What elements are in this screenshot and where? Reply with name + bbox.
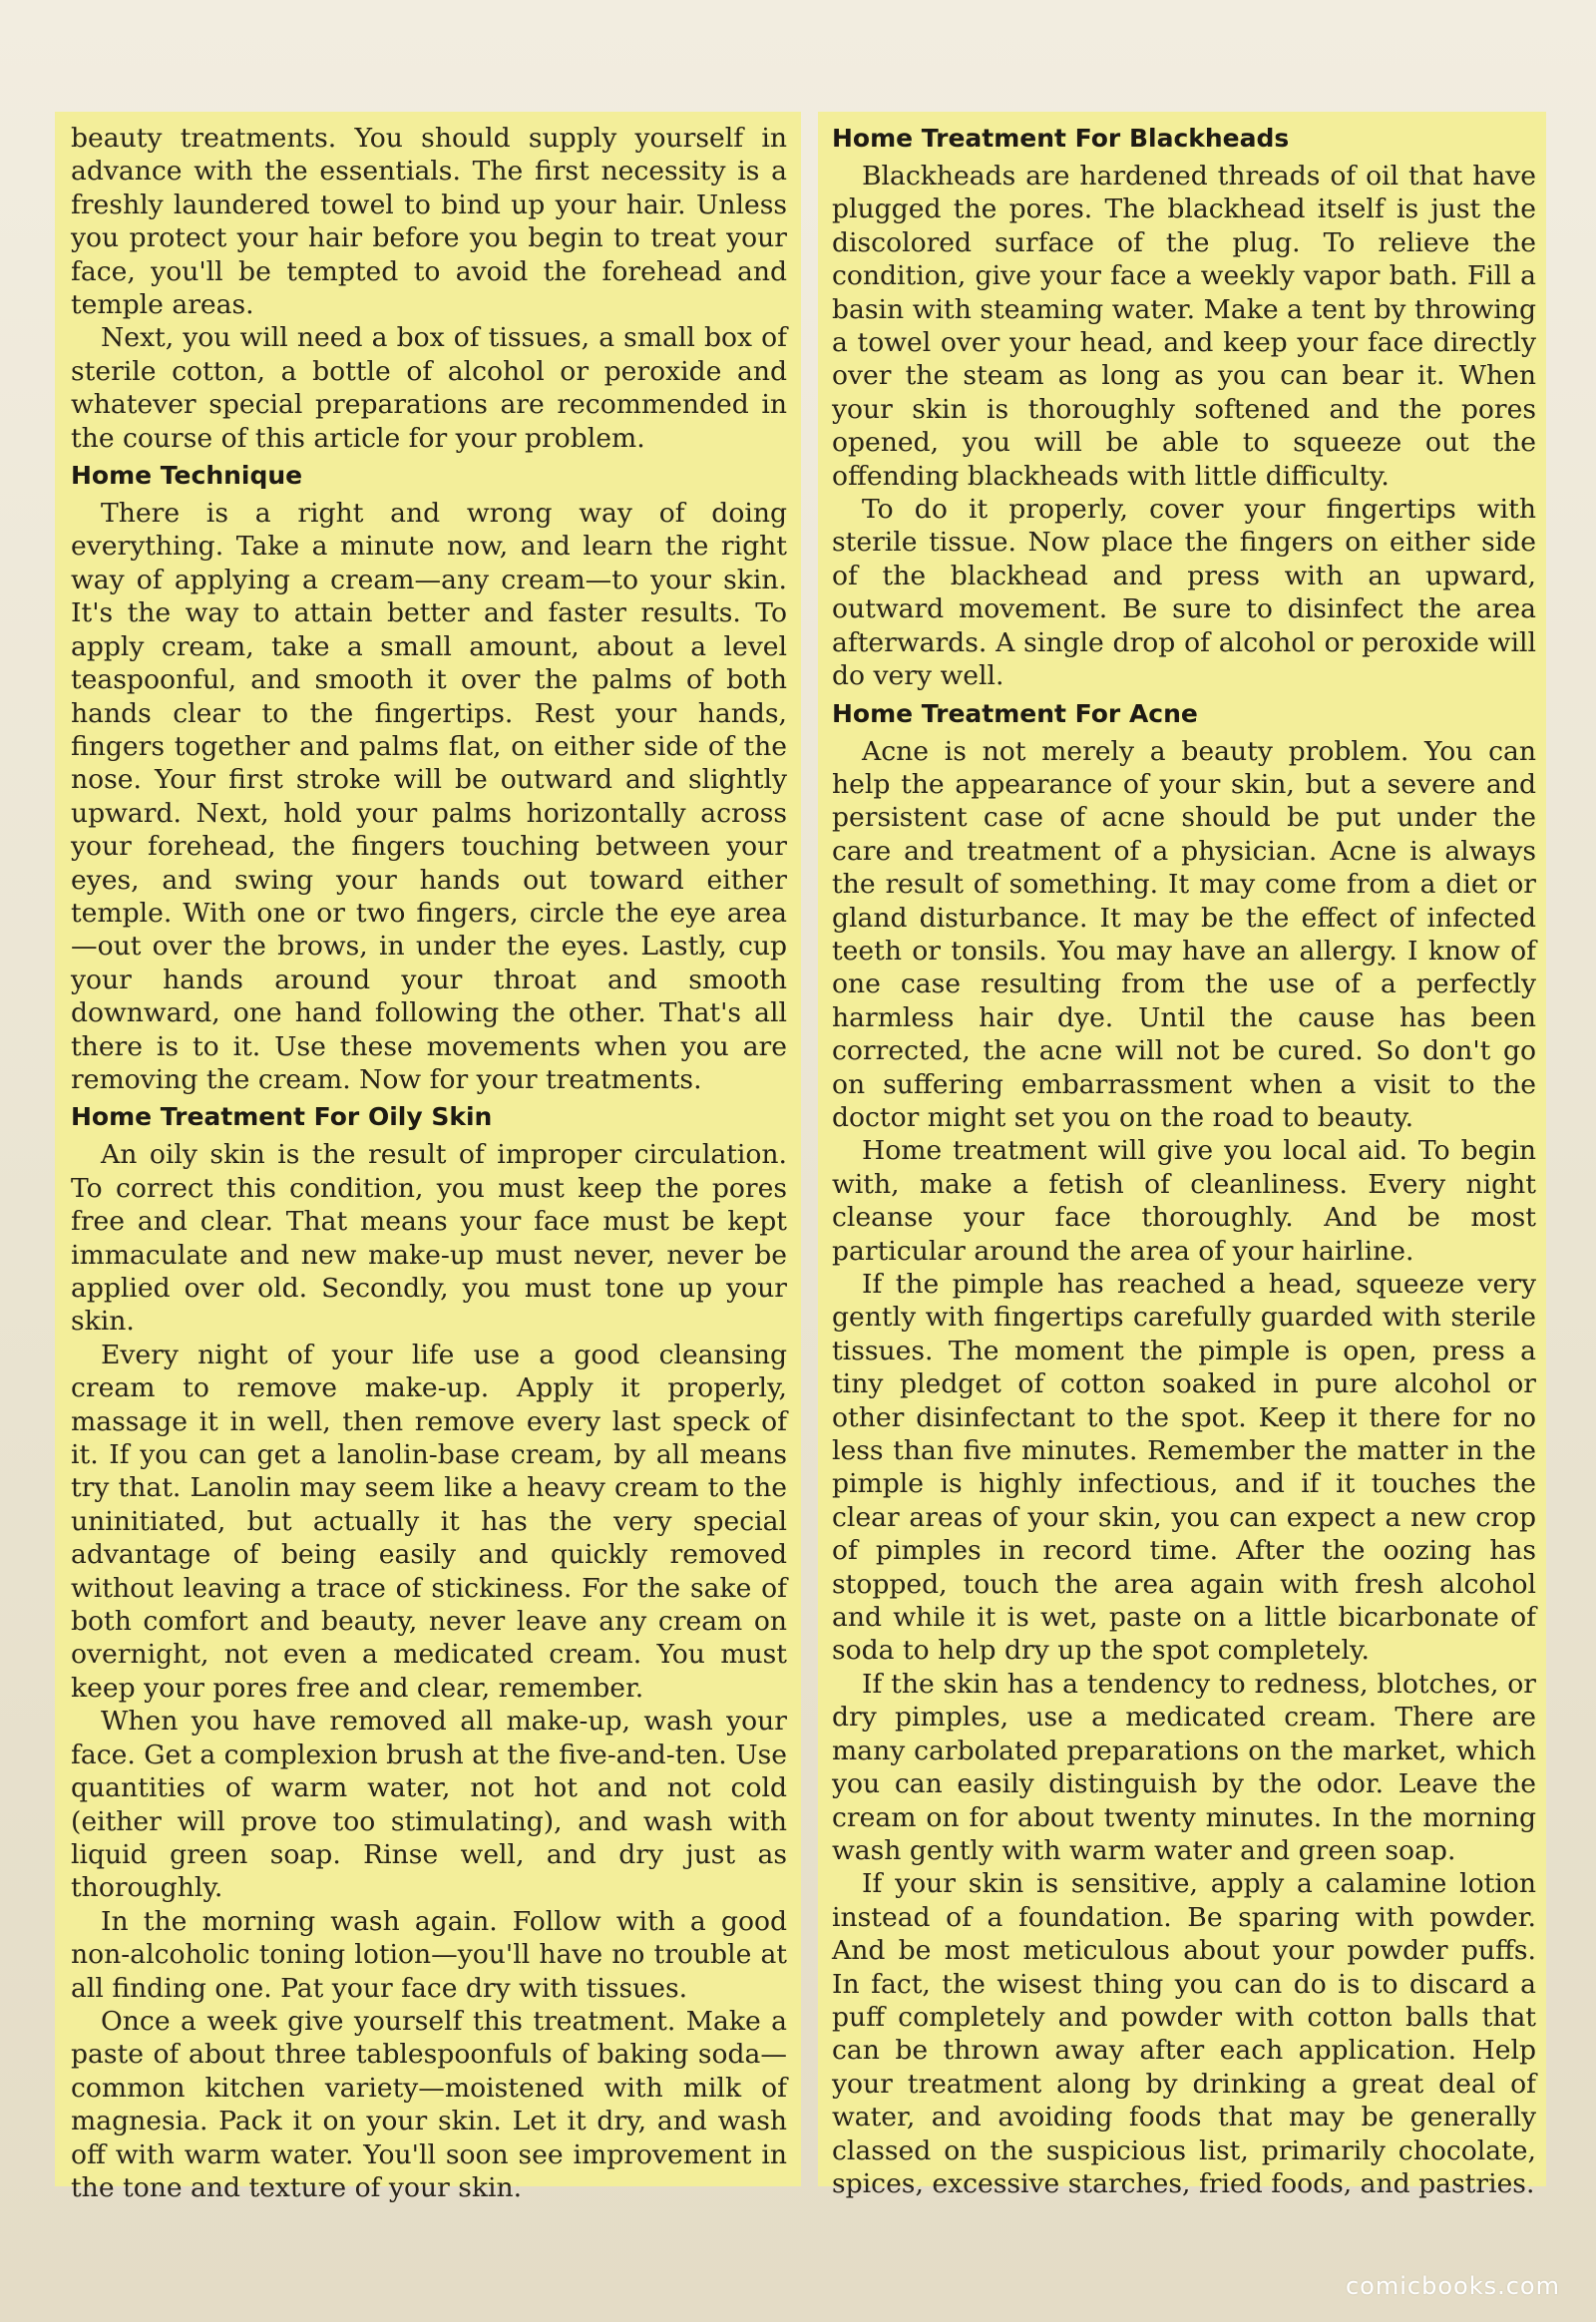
paragraph: An oily skin is the result of improper circulation. To correct this condition, you must keep the pores free and clear. That means your face must be kept immaculate and new make-up must never, never be applied over old. Secondly, you must tone up your skin.	[71, 1139, 787, 1338]
paragraph: Blackheads are hardened threads of oil that have plugged the pores. The blackhead itself is just the discolored surface of the plug. To relieve the condition, give your face a weekly vapor bath. Fill a basin with steaming water. Make a tent by throwing a towel over your head, and keep your face directly over the steam as long as you can bear it. When your skin is thoroughly softened and the pores opened, you will be able to squeeze out the offending blackheads with little difficulty.	[832, 161, 1536, 492]
paragraph: Next, you will need a box of tissues, a small box of sterile cotton, a bottle of alcohol or peroxide and whatever special preparations are recommended in the course of this article for your problem.	[71, 322, 787, 454]
paragraph: Once a week give yourself this treatment. Make a paste of about three tablespoonfuls of baking soda—common kitchen variety—moistened with milk of magnesia. Pack it on your skin. Let it dry, and wash off with warm water. You'll soon see improvement in the tone and texture of your skin.	[71, 2005, 787, 2203]
paragraph: In the morning wash again. Follow with a good non-alcoholic toning lotion—you'll have no trouble at all finding one. Pat your face dry with tissues.	[71, 1905, 787, 2004]
right-column	[818, 112, 1546, 2199]
paragraph: beauty treatments. You should supply yourself in advance with the essentials. The first necessity is a freshly laundered towel to bind up your hair. Unless you protect your hair before you begin to treat your face, you'll be tempted to avoid the forehead and temple areas.	[71, 123, 787, 321]
paragraph: When you have removed all make-up, wash your face. Get a complexion brush at the five-and-ten. Use quantities of warm water, not hot and not cold (either will prove too stimulating), and wash with liquid green soap. Rinse well, and dry just as thoroughly.	[71, 1706, 787, 1904]
paragraph: There is a right and wrong way of doing everything. Take a minute now, and learn the right way of applying a cream—any cream—to your skin. It's the way to attain better and faster results. To apply cream, take a small amount, about a level teaspoonful, and smooth it over the palms of both hands clear to the fingertips. Rest your hands, fingers together and palms flat, on either side of the nose. Your first stroke will be outward and slightly upward. Next, hold your palms horizontally across your forehead, the fingers touching between your eyes, and swing your hands out toward either temple. With one or two fingers, circle the eye area—out over the brows, in under the eyes. Lastly, cup your hands around your throat and smooth downward, one hand following the other. That's all there is to it. Use these movements when you are removing the cream. Now for your treatments.	[71, 498, 787, 1095]
paragraph: If the pimple has reached a head, squeeze very gently with fingertips carefully guarded with sterile tissues. The moment the pimple is open, press a tiny pledget of cotton soaked in pure alcohol or other disinfectant to the spot. Keep it there for no less than five minutes. Remember the matter in the pimple is highly infectious, and if it touches the clear areas of your skin, you can expect a new crop of pimples in record time. After the oozing has stopped, touch the area again with fresh alcohol and while it is wet, paste on a little bicarbonate of soda to help dry up the spot completely.	[832, 1269, 1536, 1667]
watermark: comicbooks.com	[1345, 2272, 1560, 2300]
left-column	[55, 112, 801, 2203]
paragraph: If your skin is sensitive, apply a calamine lotion instead of a foundation. Be sparing with powder. And be most meticulous about your powder puffs. In fact, the wisest thing you can do is to discard a puff completely and powder with cotton balls that can be thrown away after each application. Help your treatment along by drinking a great deal of water, and avoiding foods that may be generally classed on the suspicious list, primarily chocolate, spices, excessive starches, fried foods, and pastries.	[832, 1868, 1536, 2199]
paragraph: If the skin has a tendency to redness, blotches, or dry pimples, use a medicated cream. There are many carbolated preparations on the market, which you can easily distinguish by the odor. Leave the cream on for about twenty minutes. In the morning wash gently with warm water and green soap.	[832, 1668, 1536, 1866]
paragraph: To do it properly, cover your fingertips with sterile tissue. Now place the fingers on either side of the blackhead and press with an upward, outward movement. Be sure to disinfect the area afterwards. A single drop of alcohol or peroxide will do very well.	[832, 494, 1536, 692]
section-heading-oily-skin: Home Treatment For Oily Skin	[71, 1102, 493, 1132]
section-heading-blackheads: Home Treatment For Blackheads	[832, 124, 1290, 153]
section-heading-technique: Home Technique	[71, 461, 303, 491]
section-heading-acne: Home Treatment For Acne	[832, 698, 1198, 728]
paragraph: Every night of your life use a good cleansing cream to remove make-up. Apply it properly, massage it in well, then remove every last speck of it. If you can get a lanolin-base cream, by all means try that. Lanolin may seem like a heavy cream to the uninitiated, but actually it has the very special advantage of being easily and quickly removed without leaving a trace of stickiness. For the sake of both comfort and beauty, never leave any cream on overnight, not even a medicated cream. You must keep your pores free and clear, remember.	[71, 1339, 787, 1704]
paragraph: Acne is not merely a beauty problem. You can help the appearance of your skin, but a severe and persistent case of acne should be put under the care and treatment of a physician. Acne is always the result of something. It may come from a diet or gland disturbance. It may be the effect of infected teeth or tonsils. You may have an allergy. I know of one case resulting from the use of a perfectly harmless hair dye. Until the cause has been corrected, the acne will not be cured. So don't go on suffering embarrassment when a visit to the doctor might set you on the road to beauty.	[832, 735, 1536, 1133]
paragraph: Home treatment will give you local aid. To begin with, make a fetish of cleanliness. Every night cleanse your face thoroughly. And be most particular around the area of your hairline.	[832, 1135, 1536, 1267]
